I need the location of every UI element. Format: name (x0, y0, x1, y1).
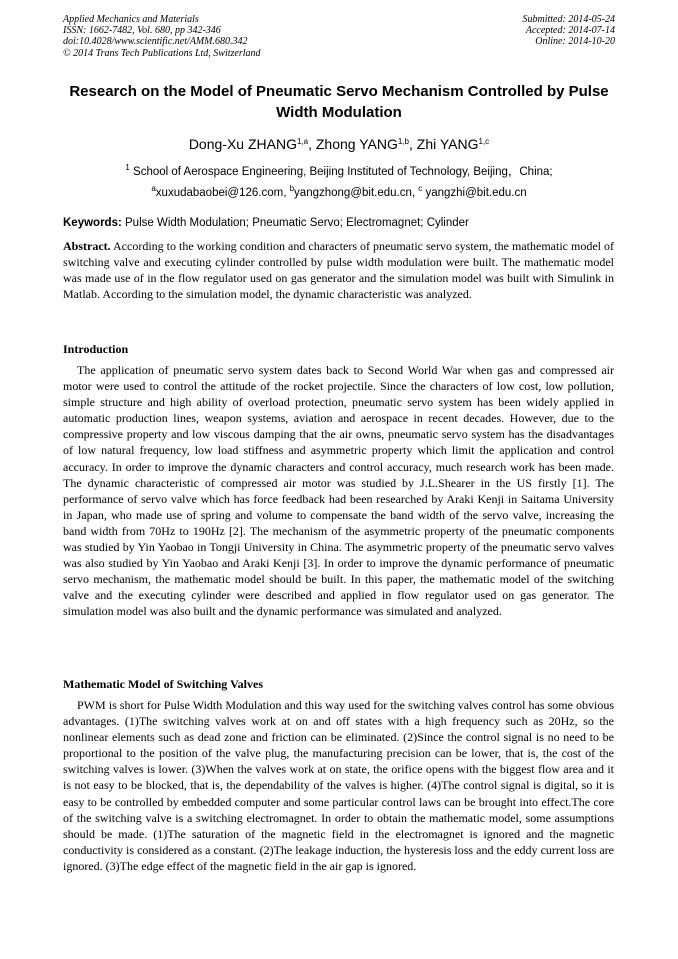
author-name: Zhi YANG (416, 136, 479, 152)
journal-name: Applied Mechanics and Materials (63, 14, 199, 25)
affiliation-mark: 1 (125, 163, 130, 172)
abstract-label: Abstract. (63, 239, 111, 253)
affiliation-text: School of Aerospace Engineering, Beijing Instituted of Technology, Beijing，China; (133, 166, 553, 178)
section-heading-switching-valves: Mathematic Model of Switching Valves (63, 677, 263, 691)
affiliation (0, 160, 678, 180)
journal-doi: doi:10.4028/www.scientific.net/AMM.680.342 (63, 36, 248, 48)
online-date: Online: 2014-10-20 (535, 36, 615, 48)
email-list: $^a$xuxudabaobei@126.com, $^b$yangzhong@bit.edu.cn, $^c$ yangzhi@bit.edu.cn (151, 184, 527, 199)
email-address: yangzhi@bit.edu.cn (425, 187, 527, 199)
abstract (63, 238, 614, 302)
journal-issn: ISSN: 1662-7482, Vol. 680, pp 342-346 (63, 25, 221, 37)
submission-dates (523, 14, 616, 48)
section-body-introduction: The application of pneumatic servo system dates back to Second World War when gas and compressed air motor were used to control the attitude of the rocket projectile. Since the characters of low cost, low pollution, simple structure and high ability of overload protection, pneumatic servo system has been widely applied in automatic production lines, weapon systems, aviation and aerospace in recent decades. However, due to the compressive property and low viscous damping that the air owns, pneumatic servo system has the disadvantages of low natural frequency, low load stiffness and asymmetric property which limit the application and control accuracy. In order to improve the dynamic characters and control accuracy, much research work has been made. The dynamic characteristic of compressed air motor was studied by J.L.Shearer in the US firstly [1]. The performance of servo valve which has force feedback had been researched by Araki Kenji in Saitama University in Japan, who made use of spring and volume to compensate the band width of the servo valve, increasing the band width from 70Hz to 190Hz [2]. The mechanism of the asymmetric property of the pneumatic components was studied by Yin Yaobao in Tongji University in China. The asymmetric property of the pneumatic servo valves was also studied by Yin Yaobao and Araki Kenji [3]. In order to improve the dynamic performance of pneumatic servo mechanism, the mathematic model should be built. In this paper, the mathematic model of the switching valve and the executing cylinder were described and applied in flow regulator used on gas generator. The simulation model was also built and the dynamic performance was simulated and analyzed. (63, 363, 614, 619)
author-affiliation-mark: 1,a (296, 137, 309, 146)
accepted-date: Accepted: 2014-07-14 (525, 25, 615, 37)
author-name: Dong-Xu ZHANG (188, 136, 297, 152)
author-list: Dong-Xu ZHANG$^{1,a}$, Zhong YANG$^{1,b}$, Zhi YANG$^{1,c}$ (188, 136, 490, 152)
keywords-label: Keywords: (63, 217, 122, 229)
email-mark: a (151, 184, 156, 193)
keywords-text: Pulse Width Modulation; Pneumatic Servo; Electromagnet; Cylinder (125, 217, 469, 229)
email-address: xuxudabaobei@126.com (155, 187, 284, 199)
email-mark: b (289, 184, 295, 193)
author-name: Zhong YANG (315, 136, 398, 152)
section-heading-introduction: Introduction (63, 342, 129, 356)
author-affiliation-mark: 1,c (478, 137, 490, 146)
email-address: yangzhong@bit.edu.cn (294, 187, 412, 199)
keywords (63, 216, 623, 231)
section-body-switching-valves: PWM is short for Pulse Width Modulation and this way used for the switching valves control has some obvious advantages. (1)The switching valves work at on and off states with a high frequency such as 20Hz, so the nonlinear elements such as dead zone and friction can be eliminated. (2)Since the control signal is no need to be proportional to the position of the valve plug, the manufacturing precision can be lower, that is, the cost of the switching valves is lower. (3)When the valves work at on state, the orifice opens with the biggest flow area and it is not easy to be blocked, that is, the dependability of the valves is higher. (4)The control signal is digital, so it is easy to be controlled by embedded computer and some particular control laws can be brought into effect.The core of the switching valve is a switching electromagnet. In order to obtain the mathematic model, some assumptions should be made. (1)The saturation of the magnetic field in the electromagnet is ignored and the magnetic conductivity is considered as a constant. (2)The leakage induction, the hysteresis loss and the eddy current loss are ignored. (3)The edge effect of the magnetic field in the air gap is ignored. (63, 698, 614, 873)
submitted-date: Submitted: 2014-05-24 (522, 14, 615, 25)
author-affiliation-mark: 1,b (397, 137, 409, 146)
journal-info (63, 14, 261, 59)
email-mark: c (418, 184, 423, 193)
paper-title: Research on the Model of Pneumatic Servo Mechanism Controlled by Pulse Width Modulation (69, 83, 609, 121)
journal-copyright: © 2014 Trans Tech Publications Ltd, Switzerland (63, 47, 261, 59)
abstract-text: According to the working condition and characters of pneumatic servo system, the mathematic model of switching valve and executing cylinder controlled by pulse width modulation were built. The mathematic model was made use of in the flow regulator used on gas generator and the simulation model was built with Simulink in Matlab. According to the simulation model, the dynamic characteristic was analyzed. (63, 239, 614, 302)
